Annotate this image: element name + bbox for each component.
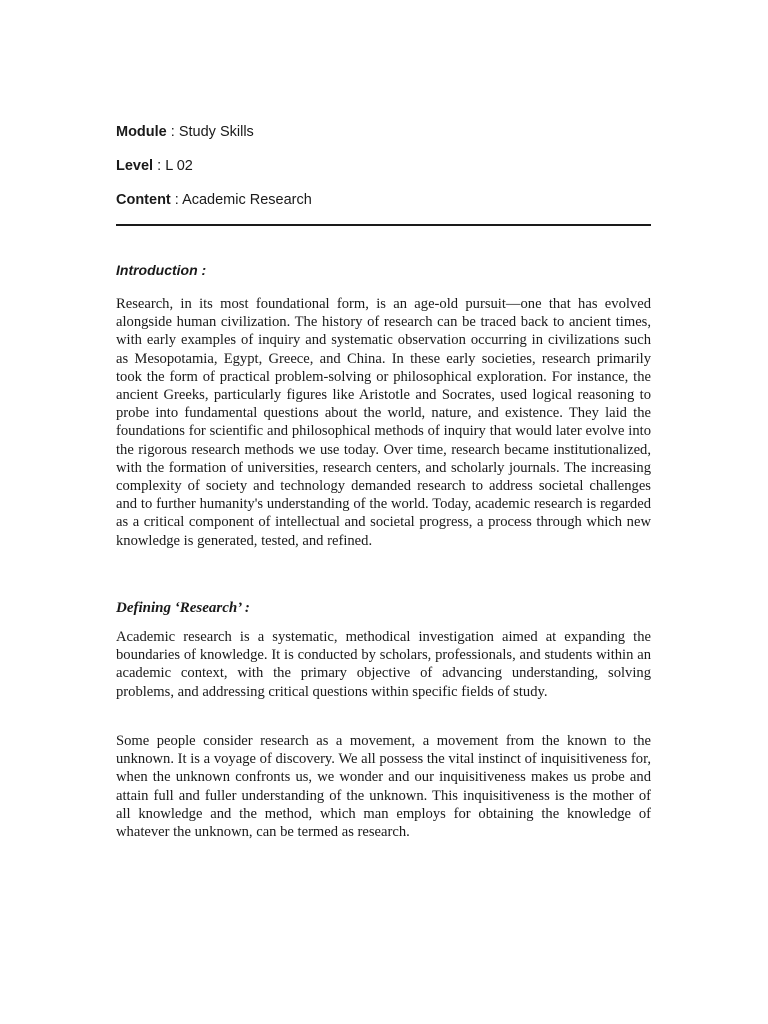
defining-paragraph-2: Some people consider research as a movement, a movement from the known to the unknown. It is a voyage of discovery. We all possess the vital instinct of inquisitiveness for, when the unknown confronts us, we wonder and our inquisitiveness makes us probe and attain full and fuller understanding of the unknown. This inquisitiveness is the mother of all knowledge and the method, which man employs for obtaining the knowledge of whatever the unknown, can be termed as research.	[116, 733, 651, 841]
introduction-heading: Introduction :	[116, 262, 207, 278]
header-divider	[116, 224, 651, 226]
level-separator: :	[153, 158, 166, 174]
defining-paragraph-1: Academic research is a systematic, methodical investigation aimed at expanding the boundaries of knowledge. It is conducted by scholars, professionals, and students within an academic context, with the primary objective of advancing understanding, solving problems, and addressing critical questions within specific fields of study.	[116, 629, 651, 700]
content-label: Content	[116, 192, 171, 208]
level-value: L 02	[165, 158, 193, 174]
content-value: Academic Research	[182, 192, 312, 208]
module-separator: :	[166, 124, 179, 140]
module-line	[116, 123, 254, 141]
defining-research-heading: Defining ‘Research’ :	[116, 600, 250, 616]
level-label: Level	[116, 158, 154, 174]
content-separator: :	[170, 192, 183, 208]
introduction-paragraph: Research, in its most foundational form, is an age-old pursuit—one that has evolved alongside human civilization. The history of research can be traced back to ancient times, with early examples of inquiry and systematic observation occurring in civilizations such as Mesopotamia, Egypt, Greece, and China. In these early societies, research primarily took the form of practical problem-solving or philosophical exploration. For instance, the ancient Greeks, particularly figures like Aristotle and Socrates, used logical reasoning to probe into fundamental questions about the world, nature, and existence. They laid the foundations for scientific and philosophical methods of inquiry that would later evolve into the rigorous research methods we use today. Over time, research became institutionalized, with the formation of universities, research centers, and scholarly journals. The increasing complexity of society and technology demanded research to address societal challenges and to further humanity's understanding of the world. Today, academic research is regarded as a critical component of intellectual and societal progress, a process through which new knowledge is generated, tested, and refined.	[116, 296, 651, 549]
level-line	[116, 157, 193, 175]
module-label: Module	[116, 124, 167, 140]
content-line	[116, 191, 312, 209]
module-value: Study Skills	[178, 124, 254, 140]
